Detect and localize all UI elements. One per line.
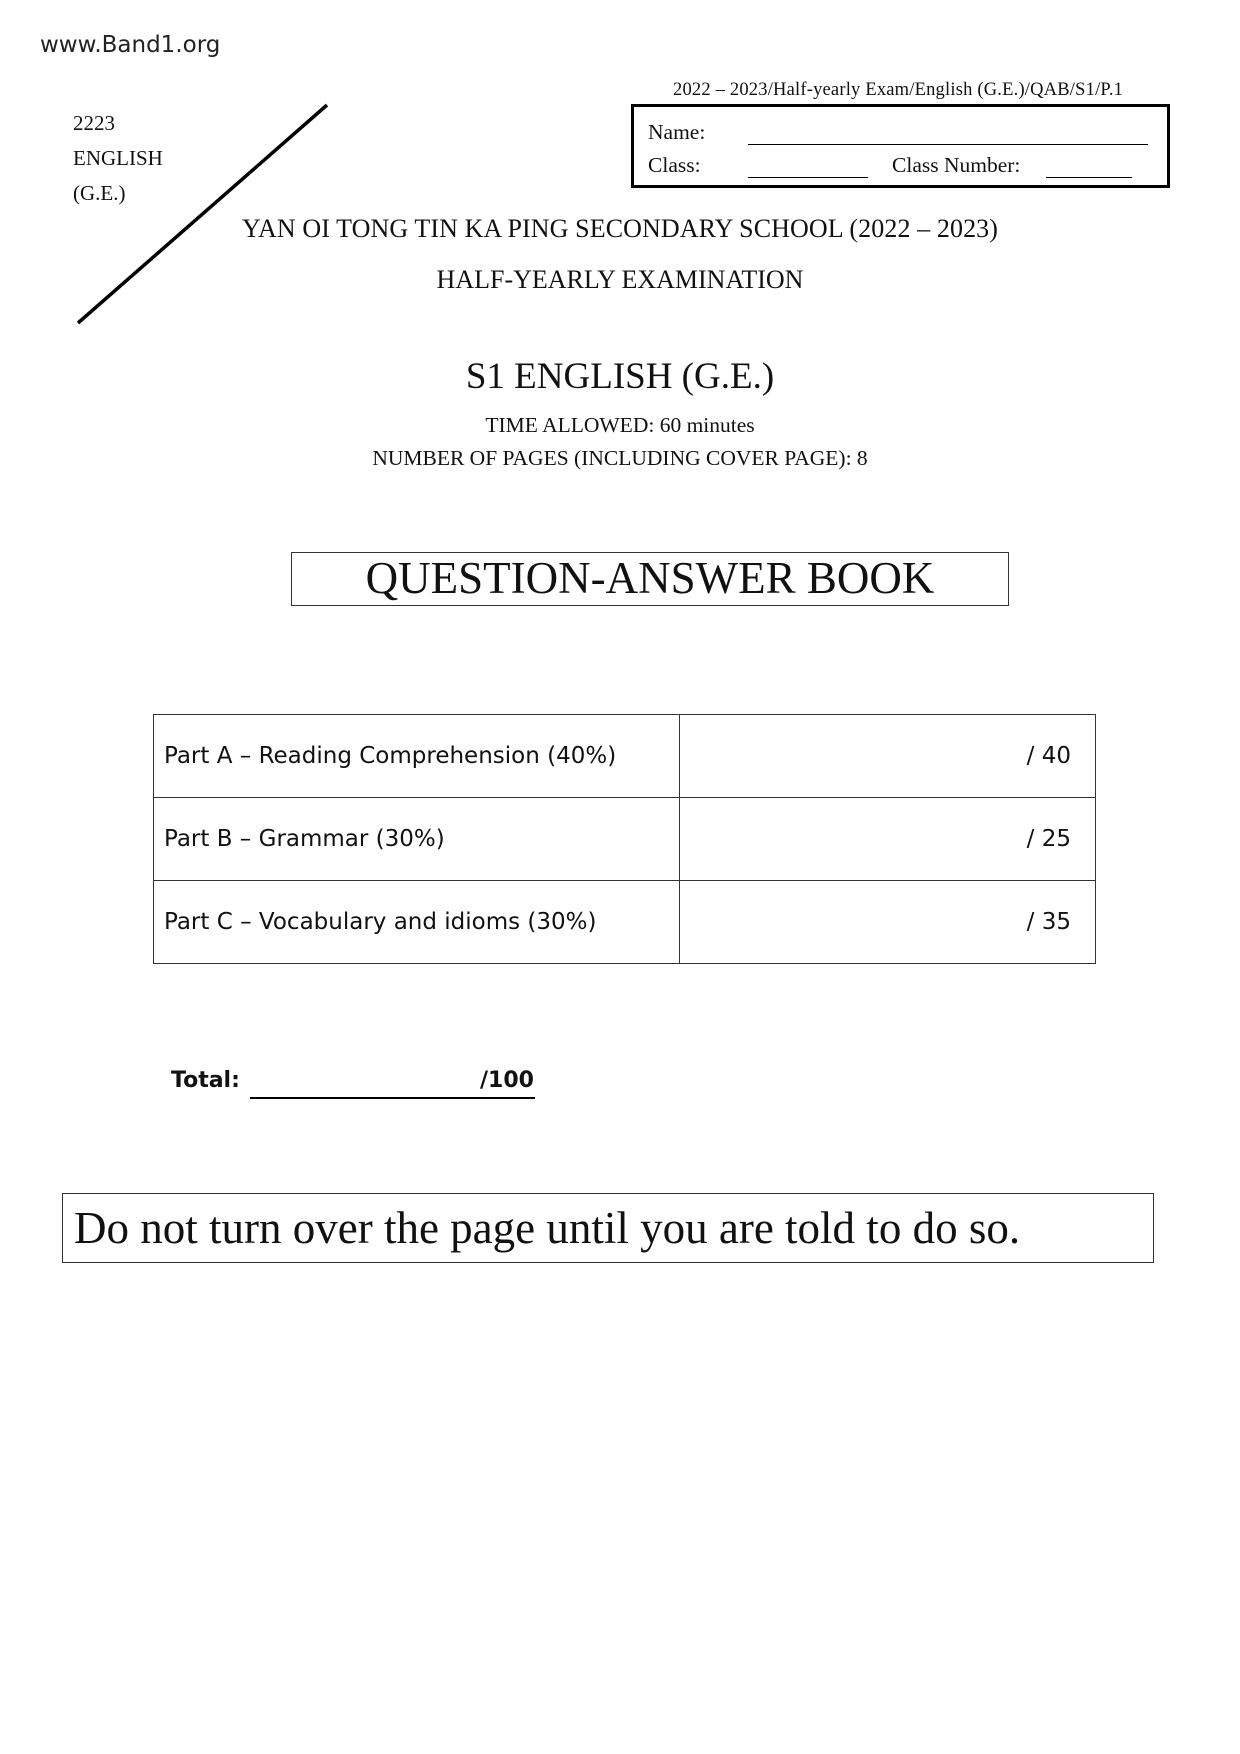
name-field[interactable] [748,144,1148,145]
table-row [154,715,1096,798]
student-info-box [631,104,1170,188]
number-of-pages: NUMBER OF PAGES (INCLUDING COVER PAGE): 8 [372,446,868,470]
paper-variant: (G.E.) [73,181,126,205]
paper-subject: ENGLISH [73,146,163,170]
class-number-label: Class Number: [892,153,1021,177]
exam-name: HALF-YEARLY EXAMINATION [436,265,804,294]
class-label: Class: [648,153,701,177]
total-score-field[interactable] [250,1097,535,1099]
paper-title: S1 ENGLISH (G.E.) [465,356,775,397]
part-score-cell[interactable]: / 25 [680,798,1096,881]
header-reference: 2022 – 2023/Half-yearly Exam/English (G.E.)/QAB/S1/P.1 [673,80,1124,100]
class-number-field[interactable] [1046,177,1132,178]
book-title: QUESTION-ANSWER BOOK [365,553,935,603]
school-name: YAN OI TONG TIN KA PING SECONDARY SCHOOL (2022 – 2023) [241,214,999,243]
table-row [154,798,1096,881]
total-max: /100 [480,1068,534,1093]
notice-box [62,1193,1154,1263]
book-title-box [291,552,1009,606]
score-table [153,714,1096,964]
total-label: Total: [171,1068,240,1093]
notice-text: Do not turn over the page until you are told to do so. [74,1203,1021,1253]
class-field[interactable] [748,177,868,178]
part-label: Part B – Grammar (30%) [154,798,680,881]
part-label: Part C – Vocabulary and idioms (30%) [154,881,680,964]
paper-code: 2223 [73,111,115,135]
part-label: Part A – Reading Comprehension (40%) [154,715,680,798]
watermark: www.Band1.org [40,32,221,58]
name-label: Name: [648,120,706,144]
part-score-cell[interactable]: / 40 [680,715,1096,798]
part-score-cell[interactable]: / 35 [680,881,1096,964]
table-row [154,881,1096,964]
time-allowed: TIME ALLOWED: 60 minutes [485,413,755,437]
